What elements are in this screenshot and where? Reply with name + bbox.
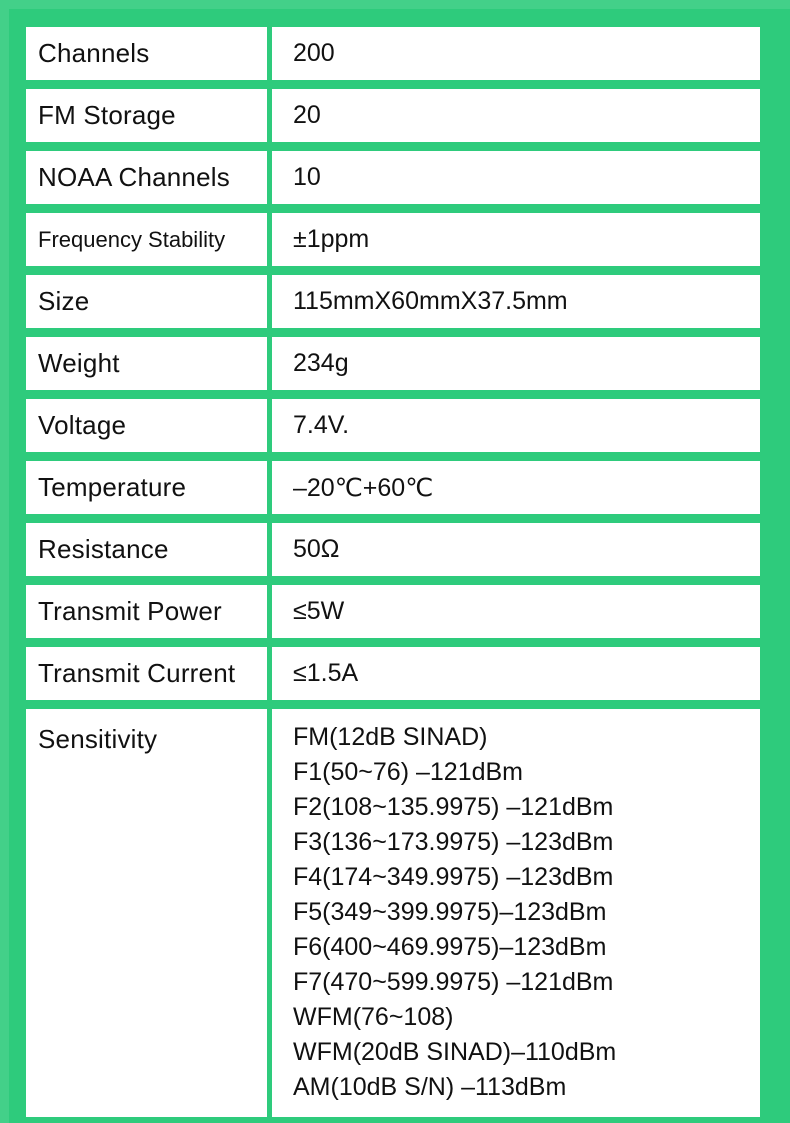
spec-row-transmit-power bbox=[26, 585, 760, 638]
spec-label: Frequency Stability bbox=[26, 213, 267, 266]
spec-row-resistance bbox=[26, 523, 760, 576]
sensitivity-line: FM(12dB SINAD) bbox=[293, 723, 488, 751]
spec-value: 200 bbox=[272, 27, 760, 80]
spec-value-sensitivity-list bbox=[272, 709, 760, 1117]
spec-value: ±1ppm bbox=[272, 213, 760, 266]
spec-label: Transmit Power bbox=[26, 585, 267, 638]
spec-value: 50Ω bbox=[272, 523, 760, 576]
spec-row-temperature bbox=[26, 461, 760, 514]
spec-row-fm-storage bbox=[26, 89, 760, 142]
sensitivity-line: WFM(76~108) bbox=[293, 1003, 454, 1031]
spec-value: –20℃+60℃ bbox=[272, 461, 760, 514]
spec-table bbox=[26, 27, 760, 1117]
spec-label: Transmit Current bbox=[26, 647, 267, 700]
spec-value: 10 bbox=[272, 151, 760, 204]
spec-row-noaa-channels bbox=[26, 151, 760, 204]
sensitivity-line: F4(174~349.9975) –123dBm bbox=[293, 863, 614, 891]
sensitivity-line: F1(50~76) –121dBm bbox=[293, 758, 524, 786]
spec-row-transmit-current bbox=[26, 647, 760, 700]
spec-label: NOAA Channels bbox=[26, 151, 267, 204]
sensitivity-line: F3(136~173.9975) –123dBm bbox=[293, 828, 614, 856]
sensitivity-line: F5(349~399.9975)–123dBm bbox=[293, 898, 607, 926]
spec-label: Size bbox=[26, 275, 267, 328]
spec-row-size bbox=[26, 275, 760, 328]
spec-row-frequency-stability bbox=[26, 213, 760, 266]
spec-label: Voltage bbox=[26, 399, 267, 452]
sensitivity-line: F2(108~135.9975) –121dBm bbox=[293, 793, 614, 821]
spec-label: Channels bbox=[26, 27, 267, 80]
spec-value: ≤1.5A bbox=[272, 647, 760, 700]
spec-value: 234g bbox=[272, 337, 760, 390]
spec-label: Temperature bbox=[26, 461, 267, 514]
spec-value: 7.4V. bbox=[272, 399, 760, 452]
spec-label: Weight bbox=[26, 337, 267, 390]
sensitivity-line: F7(470~599.9975) –121dBm bbox=[293, 968, 614, 996]
spec-value: ≤5W bbox=[272, 585, 760, 638]
spec-row-weight bbox=[26, 337, 760, 390]
spec-value: 115mmX60mmX37.5mm bbox=[272, 275, 760, 328]
spec-label: Sensitivity bbox=[26, 709, 267, 1117]
spec-row-sensitivity bbox=[26, 709, 760, 1117]
sensitivity-line: AM(10dB S/N) –113dBm bbox=[293, 1073, 567, 1101]
sensitivity-line: WFM(20dB SINAD)–110dBm bbox=[293, 1038, 617, 1066]
spec-value: 20 bbox=[272, 89, 760, 142]
spec-row-channels bbox=[26, 27, 760, 80]
spec-label: Resistance bbox=[26, 523, 267, 576]
spec-row-voltage bbox=[26, 399, 760, 452]
spec-label: FM Storage bbox=[26, 89, 267, 142]
sensitivity-line: F6(400~469.9975)–123dBm bbox=[293, 933, 607, 961]
